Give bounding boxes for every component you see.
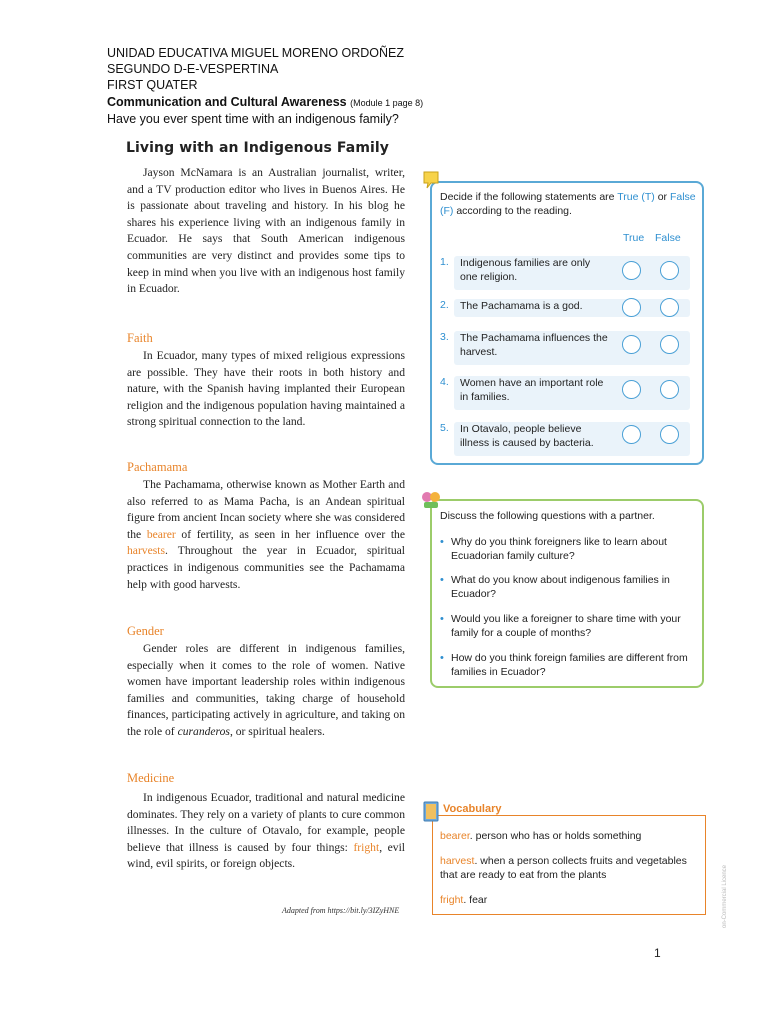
pachamama-text-1: The Pachamama, otherwise known as Mother Earth and also referred to as Mama Pacha, is an Andean spiritual figure from ancient Incan society where she was considered the [127, 478, 405, 541]
bullet-icon: • [440, 536, 444, 548]
article-source: Adapted from https://bit.ly/3IZyHNE [282, 906, 400, 915]
book-icon [421, 800, 441, 824]
true-radio-3[interactable] [622, 335, 641, 354]
statement-row [440, 376, 690, 410]
tf-instr-true: True (T) [617, 191, 655, 203]
statement-number: 2. [440, 299, 449, 311]
tf-instr-false: False (F) [440, 191, 696, 217]
statement-text: Women have an important role in families. [460, 377, 604, 403]
subject-line [107, 95, 423, 111]
term: FIRST QUATER [107, 78, 198, 92]
article-intro [127, 165, 405, 298]
gender-text-1: Gender roles are different in indigenous families, especially when it comes to the role of women. Native women have important leadership roles within indigenous families and communities, taking charge of household finances, participating actively in agriculture, and taking on the role of [127, 642, 405, 738]
vocab-entry [440, 854, 702, 882]
question-text: What do you know about indigenous families in Ecuador? [451, 574, 670, 600]
vocabulary-title: Vocabulary [443, 803, 502, 815]
true-radio-2[interactable] [622, 298, 641, 317]
statement-text: In Otavalo, people believe illness is caused by bacteria. [460, 423, 594, 449]
medicine-paragraph [127, 790, 405, 873]
pachamama-paragraph [127, 477, 405, 593]
gender-paragraph [127, 641, 405, 741]
false-radio-1[interactable] [660, 261, 679, 280]
statement-text: The Pachamama influences the harvest. [460, 332, 608, 358]
false-radio-5[interactable] [660, 425, 679, 444]
false-column-header: False [655, 232, 681, 244]
word-fright: fright [353, 840, 380, 854]
subject: Communication and Cultural Awareness [107, 95, 347, 109]
vocab-definition: . fear [463, 894, 488, 906]
faith-heading: Faith [127, 331, 153, 345]
pachamama-heading: Pachamama [127, 460, 188, 474]
vocab-entry [440, 829, 702, 843]
license-note: on-Commercial Licence [722, 864, 728, 928]
vocab-definition: . person who has or holds something [469, 830, 642, 842]
true-radio-1[interactable] [622, 261, 641, 280]
statement-number: 4. [440, 376, 449, 388]
medicine-text-1: In indigenous Ecuador, traditional and natural medicine dominates. They rely on a variety of plants to cure common illnesses. In the culture of Otavalo, for example, people believe that illness is caused by four things: [127, 791, 405, 854]
people-chat-icon [420, 488, 442, 510]
pachamama-text-2: of fertility, as seen in her influence over the [181, 527, 405, 541]
statement-number: 1. [440, 256, 449, 268]
page-number: 1 [654, 946, 661, 960]
false-radio-2[interactable] [660, 298, 679, 317]
faith-text: In Ecuador, many types of mixed religious expressions are possible. They have their roots in both history and nature, with the Spanish having implanted their European religion and the indigenous population having maintained a strong spiritual connection to the land. [127, 349, 405, 429]
statement-row [440, 422, 690, 456]
vocab-definition: . when a person collects fruits and vegetables that are ready to eat from the plants [440, 855, 687, 881]
statement-text: The Pachamama is a god. [460, 300, 583, 312]
speech-bubble-icon [422, 170, 440, 190]
true-false-instructions [440, 190, 702, 218]
medicine-text-2: , evil wind, evil spirits, or foreign objects. [127, 840, 406, 871]
guiding-question: Have you ever spent time with an indigenous family? [107, 112, 399, 126]
statement-number: 3. [440, 331, 449, 343]
gender-heading: Gender [127, 624, 164, 638]
tf-instr-2: according to the reading. [456, 205, 572, 217]
pachamama-text-3: . Throughout the year in Ecuador, spiritual practices in indigenous communities see the Pachamama help with good harvests. [127, 544, 405, 591]
true-radio-4[interactable] [622, 380, 641, 399]
discussion-instruction: Discuss the following questions with a partner. [440, 510, 655, 522]
vocab-entry [440, 893, 702, 907]
false-radio-4[interactable] [660, 380, 679, 399]
statement-text: Indigenous families are only one religion. [460, 257, 591, 283]
statement-row [440, 256, 690, 290]
true-radio-5[interactable] [622, 425, 641, 444]
faith-paragraph [127, 348, 405, 431]
bullet-icon: • [440, 574, 444, 586]
bullet-icon: • [440, 652, 444, 664]
word-curanderos: curanderos [177, 724, 230, 738]
vocab-word: fright [440, 894, 464, 906]
school-name: UNIDAD EDUCATIVA MIGUEL MORENO ORDOÑEZ [107, 46, 405, 60]
medicine-heading: Medicine [127, 771, 175, 785]
vocab-word: bearer [440, 830, 470, 842]
bullet-icon: • [440, 613, 444, 625]
vocab-word: harvest [440, 855, 475, 867]
question-text: Why do you think foreigners like to learn about Ecuadorian family culture? [451, 536, 667, 562]
false-radio-3[interactable] [660, 335, 679, 354]
statement-row [440, 331, 690, 365]
question-text: Would you like a foreigner to share time with your family for a couple of months? [451, 613, 681, 639]
class-name: SEGUNDO D-E-VESPERTINA [107, 62, 279, 76]
statement-row [440, 299, 690, 317]
intro-text: Jayson McNamara is an Australian journalist, writer, and a TV production editor who lives in Buenos Aires. He is passionate about traveling and history. In his blog he shares his experience living with an indigenous family in Ecuador. He says that South American indigenous communities are very distinct and provides some tips to keep in mind when you live with an indigenous host family in Ecuador. [127, 166, 405, 296]
article-title: Living with an Indigenous Family [126, 140, 390, 156]
tf-instr-1: Decide if the following statements are [440, 191, 615, 203]
question-text: How do you think foreign families are different from families in Ecuador? [451, 652, 688, 678]
tf-instr-or: or [657, 191, 668, 203]
gender-text-2: , or spiritual healers. [229, 724, 325, 738]
subject-ref: (Module 1 page 8) [350, 98, 424, 108]
word-bearer: bearer [146, 527, 176, 541]
statement-number: 5. [440, 422, 449, 434]
word-harvests: harvests [127, 544, 165, 558]
true-column-header: True [623, 232, 645, 244]
